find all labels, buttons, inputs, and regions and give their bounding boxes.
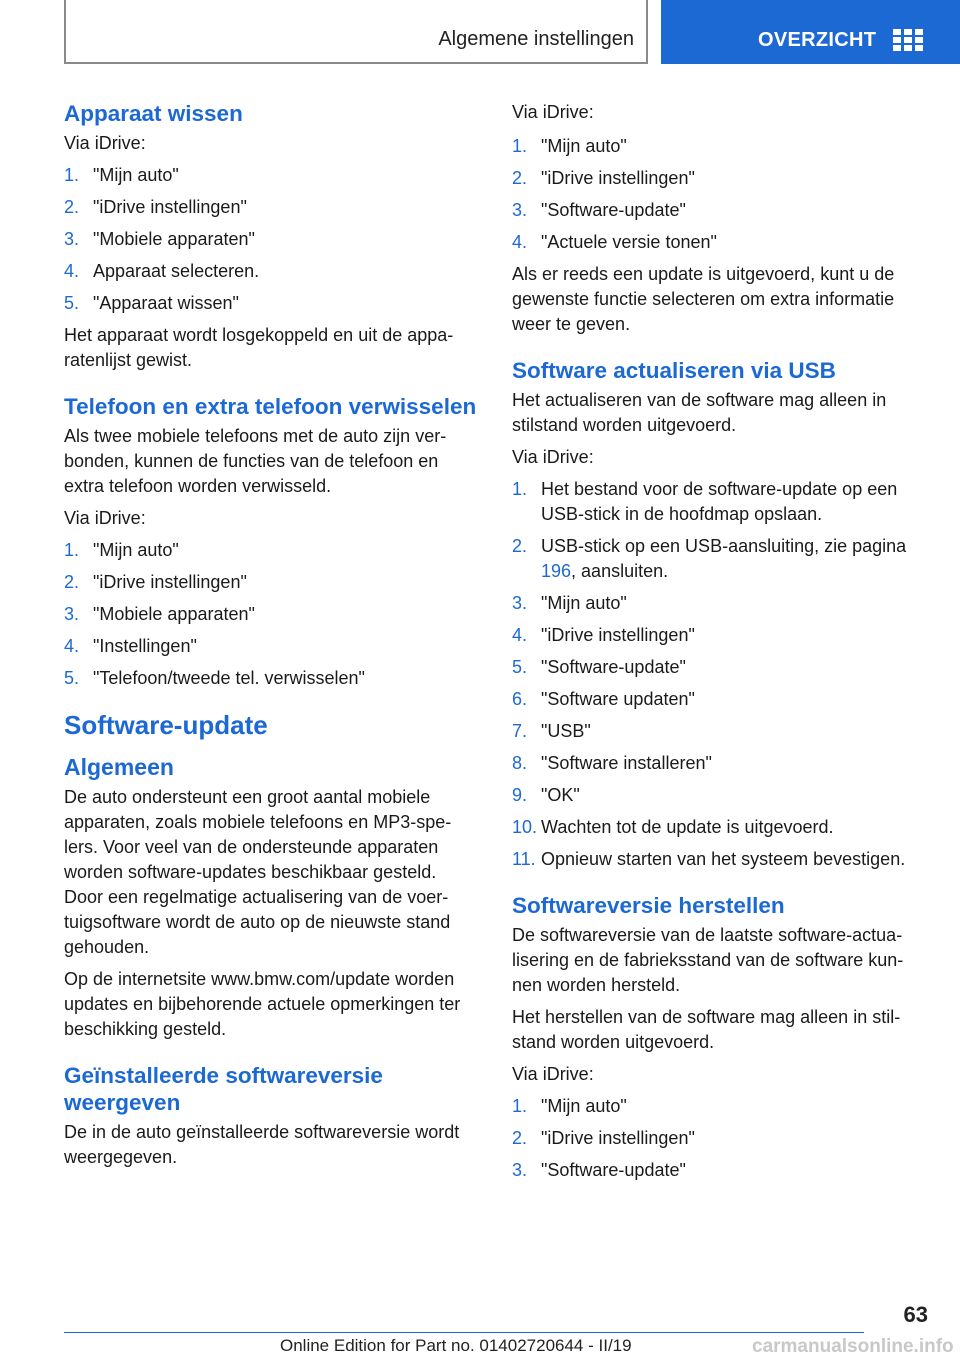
list-item: 4. Apparaat selecteren.: [64, 261, 260, 281]
list-item: 10. Wachten tot de update is uitgevoerd.: [512, 817, 834, 837]
list-item: 4. "iDrive instellingen": [512, 625, 695, 645]
overview-button[interactable]: [661, 0, 960, 64]
intro-text: Via iDrive:: [64, 133, 146, 153]
list-item: 3. "Mobiele apparaten": [64, 604, 255, 624]
edition-text: Online Edition for Part no. 01402720644 - II/19: [280, 1336, 632, 1355]
body-text: De in de auto geïnstalleerde softwareversie wordt weergegeven.: [64, 1122, 460, 1167]
heading-algemeen: Algemeen: [64, 754, 174, 780]
heading-software-usb: Software actualiseren via USB: [512, 358, 836, 383]
body-text: Het actualiseren van de software mag alleen in stilstand worden uitgevoerd.: [512, 390, 887, 435]
heading-softwareversie-herstellen: Softwareversie herstellen: [512, 893, 785, 918]
page-reference-link[interactable]: 196: [541, 561, 572, 581]
list-item: 1. "Mijn auto": [64, 540, 179, 560]
list-item: 6. "Software updaten": [512, 689, 695, 709]
left-column: [64, 100, 478, 1177]
list-item: 1. "Mijn auto": [64, 165, 179, 185]
step-list: [512, 1094, 926, 1183]
step-list: [512, 477, 926, 872]
heading-telefoon-verwisselen: Telefoon en extra telefoon verwisselen: [64, 394, 477, 419]
list-item: 1. "Mijn auto": [512, 1096, 627, 1116]
list-item: 2. "iDrive instellingen": [512, 1128, 695, 1148]
body-text: De auto ondersteunt een groot aantal mobiele apparaten, zoals mobiele telefoons en MP3-spelers. Voor veel van de ondersteunde apparaten worden software-updates beschikbaar gesteld. Door een regelmatige actualisering van de voertuigsoftware wordt de auto op de nieuwste stand gehouden.: [64, 787, 452, 957]
list-item: 2. "iDrive instellingen": [64, 197, 247, 217]
list-item: 3. "Mobiele apparaten": [64, 229, 255, 249]
list-item: 11. Opnieuw starten van het systeem bevestigen.: [512, 849, 906, 869]
body-text: Als twee mobiele telefoons met de auto zijn verbonden, kunnen de functies van de telefoon en extra telefoon worden verwisseld.: [64, 426, 447, 496]
list-item: 5. "Telefoon/tweede tel. verwisselen": [64, 668, 365, 688]
section-title: Algemene instellingen: [438, 28, 634, 50]
list-item: 3. "Software-update": [512, 200, 686, 220]
list-item: 2. USB-stick op een USB-aansluiting, zie pagina 196, aansluiten.: [512, 536, 907, 581]
body-text: Op de internetsite www.bmw.com/update worden updates en bijbehorende actuele opmerkingen ter beschikking gesteld.: [64, 969, 461, 1039]
intro-text: Via iDrive:: [512, 1064, 594, 1084]
list-item: 1. Het bestand voor de software-update op een USB-stick in de hoofdmap opslaan.: [512, 479, 898, 524]
step-list: [64, 163, 478, 316]
list-item: 4. "Actuele versie tonen": [512, 232, 717, 252]
heading-software-update: Software-update: [64, 710, 268, 740]
list-item: 8. "Software installeren": [512, 753, 712, 773]
footer-divider: [64, 1332, 864, 1333]
list-item: 5. "Software-update": [512, 657, 686, 677]
list-item: 5. "Apparaat wissen": [64, 293, 239, 313]
body-text: Als er reeds een update is uitgevoerd, kunt u de gewenste functie selecteren om extra informatie weer te geven.: [512, 264, 895, 334]
list-item: 1. "Mijn auto": [512, 136, 627, 156]
page-number: 63: [903, 1302, 928, 1327]
heading-apparaat-wissen: Apparaat wissen: [64, 101, 243, 126]
list-item: 9. "OK": [512, 785, 580, 805]
body-text: Het apparaat wordt losgekoppeld en uit de apparatenlijst gewist.: [64, 325, 454, 370]
step-list: [512, 134, 926, 255]
list-item: 4. "Instellingen": [64, 636, 197, 656]
heading-softwareversie-weergeven: Geïnstalleerde softwareversie weergeven: [64, 1063, 383, 1115]
watermark-text: carmanualsonline.info: [752, 1336, 954, 1357]
list-item: 3. "Software-update": [512, 1160, 686, 1180]
intro-text: Via iDrive:: [512, 102, 594, 122]
list-item: 2. "iDrive instellingen": [512, 168, 695, 188]
section-tab: [64, 0, 648, 64]
body-text: De softwareversie van de laatste software-actualisering en de fabrieksstand van de software kunnen worden hersteld.: [512, 925, 904, 995]
intro-text: Via iDrive:: [64, 508, 146, 528]
grid-icon: [893, 29, 923, 51]
intro-text: Via iDrive:: [512, 447, 594, 467]
step-list: [64, 538, 478, 691]
right-column: [512, 100, 926, 1190]
body-text: Het herstellen van de software mag alleen in stilstand worden uitgevoerd.: [512, 1007, 901, 1052]
list-item: 7. "USB": [512, 721, 591, 741]
list-item: 2. "iDrive instellingen": [64, 572, 247, 592]
overview-label: OVERZICHT: [758, 29, 877, 51]
list-item: 3. "Mijn auto": [512, 593, 627, 613]
